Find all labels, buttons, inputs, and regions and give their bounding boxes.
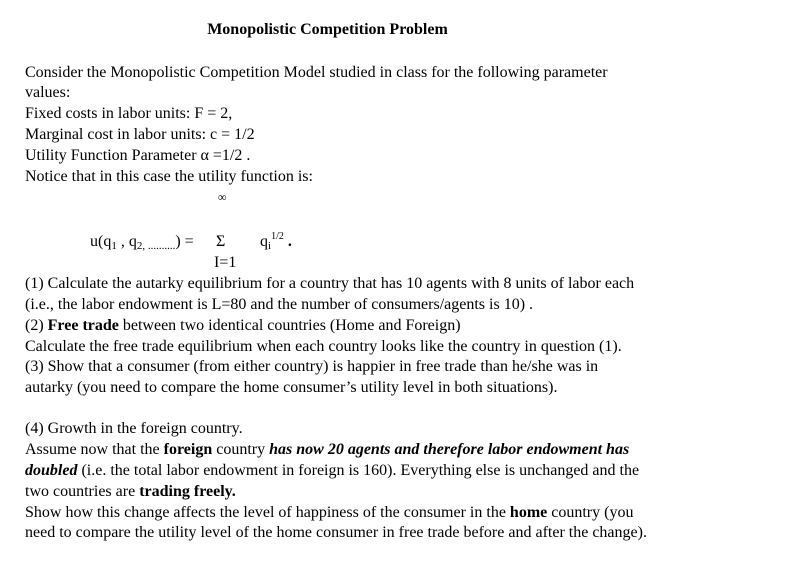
- marginal-cost: Marginal cost in labor units: c = 1/2: [25, 126, 255, 143]
- formula-q: q: [260, 233, 268, 250]
- q3-line-2: autarky (you need to compare the home consumer’s utility level in both situations).: [25, 379, 558, 396]
- fixed-costs: Fixed costs in labor units: F = 2,: [25, 105, 233, 122]
- q4-l5-a: Show how this change affects the level of happiness of the consumer in the: [25, 504, 510, 521]
- q4-l3-b: (i.e. the total labor endowment in foreign is 160). Everything else is unchanged and the: [77, 462, 640, 479]
- q4-line-5: [25, 505, 633, 521]
- q4-l2-a: Assume now that the: [25, 441, 164, 458]
- sigma-symbol: Σ: [216, 233, 226, 250]
- q4-l2-c: country: [212, 441, 270, 458]
- intro-line-2: values:: [25, 84, 71, 101]
- formula-exponent: 1/2: [271, 231, 284, 242]
- q4-line-2: [25, 442, 629, 458]
- formula-term: [260, 231, 292, 252]
- q2-rest: between two identical countries (Home and Foreign): [118, 317, 461, 334]
- formula-close-eq: ) =: [175, 233, 194, 250]
- formula-sub-i: i: [268, 240, 272, 252]
- infinity-symbol: ∞: [218, 190, 227, 204]
- q4-trading-freely: trading freely.: [139, 483, 236, 500]
- formula-sep: , q: [116, 233, 137, 250]
- q4-l4-a: two countries are: [25, 483, 140, 500]
- q4-home: home: [509, 504, 548, 521]
- q4-heading: (4) Growth in the foreign country.: [25, 420, 243, 437]
- q3-line-1: (3) Show that a consumer (from either country) is happier in free trade than he/she was in: [25, 358, 599, 375]
- q4-l5-c: country (you: [547, 504, 634, 521]
- q1-line-2: (i.e., the labor endowment is L=80 and the number of consumers/agents is 10) .: [25, 296, 534, 313]
- q2-line-1: [25, 318, 461, 334]
- q4-l2-d: has now 20 agents and therefore labor endowment has: [269, 441, 630, 458]
- utility-formula: [90, 234, 194, 250]
- q4-doubled: doubled: [25, 462, 78, 479]
- q2-free-trade: Free trade: [47, 317, 119, 334]
- q2-number: (2): [25, 317, 48, 334]
- utility-parameter: Utility Function Parameter α =1/2 .: [25, 147, 251, 164]
- formula-dots: ..........: [145, 240, 176, 252]
- q4-line-4: [25, 484, 236, 500]
- q1-line-1: (1) Calculate the autarky equilibrium for a country that has 10 agents with 8 units of labor each: [25, 275, 635, 292]
- q4-line-6: need to compare the utility level of the home consumer in free trade before and after the change).: [25, 524, 647, 541]
- formula-period: .: [287, 233, 292, 250]
- notice-line: Notice that in this case the utility function is:: [25, 168, 313, 185]
- formula-sub-2: 2,: [136, 240, 146, 252]
- q4-foreign: foreign: [163, 441, 213, 458]
- formula-u-open: u(q: [90, 233, 112, 250]
- page-title: Monopolistic Competition Problem: [207, 21, 448, 38]
- intro-line-1: Consider the Monopolistic Competition Model studied in class for the following parameter: [25, 64, 608, 81]
- q2-line-2: Calculate the free trade equilibrium when each country looks like the country in question (1).: [25, 338, 622, 355]
- q4-line-3: [25, 463, 639, 479]
- formula-sub-1: 1: [111, 240, 117, 252]
- sum-lower-index: I=1: [214, 254, 237, 271]
